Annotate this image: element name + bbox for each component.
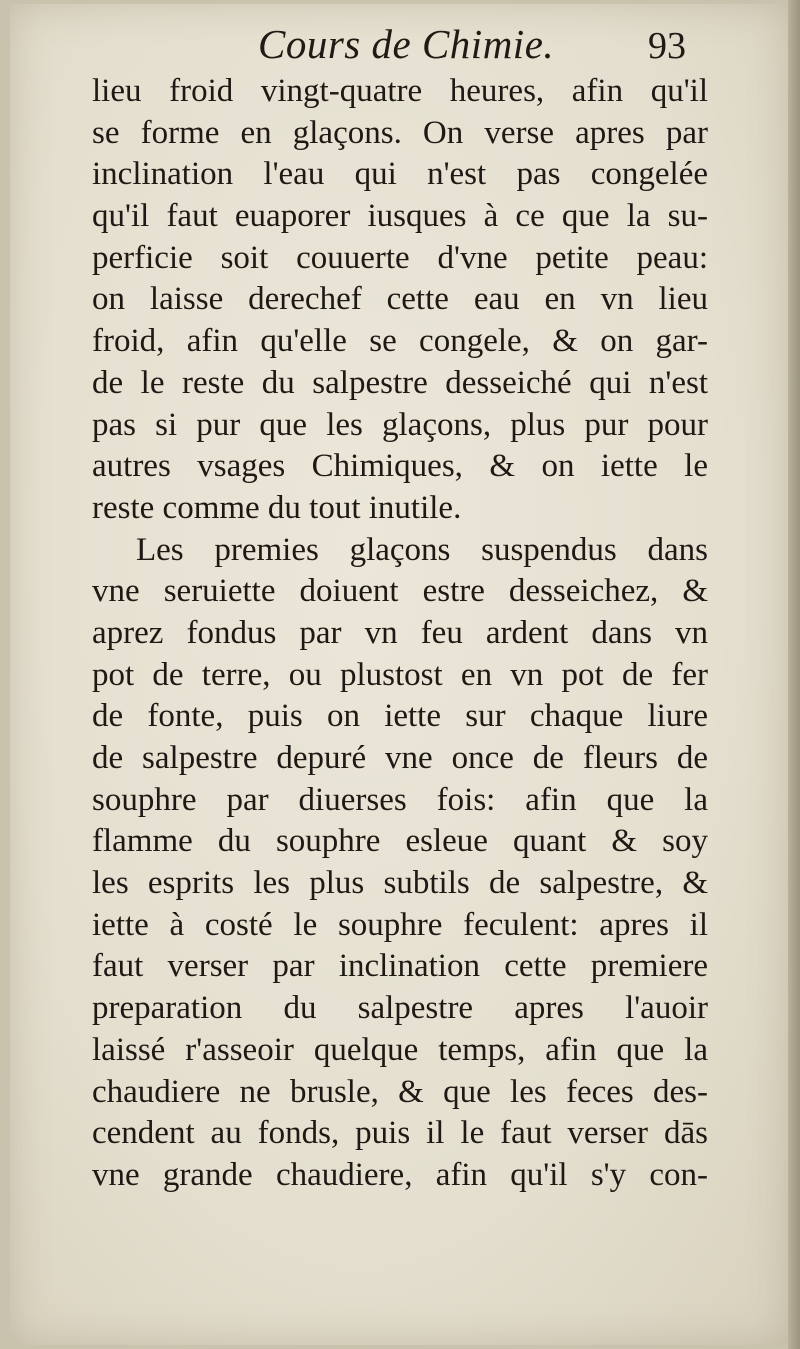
text-line: faut verser par inclination cette premiere: [92, 948, 708, 985]
text-line: autres vsages Chimiques, & on iette le: [92, 448, 708, 485]
text-line: souphre par diuerses fois: afin que la: [92, 781, 708, 818]
text-line: Les premies glaçons suspendus dans: [136, 531, 708, 568]
body-text: [92, 71, 708, 1197]
text-line: inclination l'eau qui n'est pas congelée: [92, 156, 708, 193]
text-line: laissé r'asseoir quelque temps, afin que la: [92, 1031, 708, 1068]
text-line: de fonte, puis on iette sur chaque liure: [92, 698, 708, 735]
text-line: preparation du salpestre apres l'auoir: [92, 990, 708, 1027]
text-line: aprez fondus par vn feu ardent dans vn: [92, 614, 708, 651]
text-line: perficie soit couuerte d'vne petite peau:: [92, 239, 708, 276]
text-line: de le reste du salpestre desseiché qui n'est: [92, 364, 708, 401]
text-line: vne seruiette doiuent estre desseichez, &: [92, 573, 708, 610]
text-line: cendent au fonds, puis il le faut verser dās: [92, 1115, 708, 1152]
text-line: froid, afin qu'elle se congele, & on gar-: [92, 323, 708, 360]
text-line: flamme du souphre esleue quant & soy: [92, 823, 708, 860]
text-line: iette à costé le souphre feculent: apres il: [92, 906, 708, 943]
page-number: 93: [648, 25, 686, 67]
text-line: les esprits les plus subtils de salpestre, &: [92, 865, 708, 902]
text-line: se forme en glaçons. On verse apres par: [92, 114, 708, 151]
text-line: de salpestre depuré vne once de fleurs de: [92, 740, 708, 776]
text-line: qu'il faut euaporer iusques à ce que la su-: [92, 198, 708, 235]
running-title: Cours de Chimie.: [258, 21, 555, 67]
page-edge: [788, 0, 800, 1349]
text-line: pot de terre, ou plustost en vn pot de fer: [92, 656, 708, 693]
text-line: chaudiere ne brusle, & que les feces des-: [92, 1073, 708, 1110]
text-line: pas si pur que les glaçons, plus pur pour: [92, 406, 708, 443]
text-line: lieu froid vingt-quatre heures, afin qu'il: [92, 73, 708, 109]
page-header: [0, 14, 800, 74]
text-line: reste comme du tout inutile.: [92, 489, 462, 526]
text-line: on laisse derechef cette eau en vn lieu: [92, 281, 708, 318]
text-line: vne grande chaudiere, afin qu'il s'y con-: [92, 1156, 708, 1193]
